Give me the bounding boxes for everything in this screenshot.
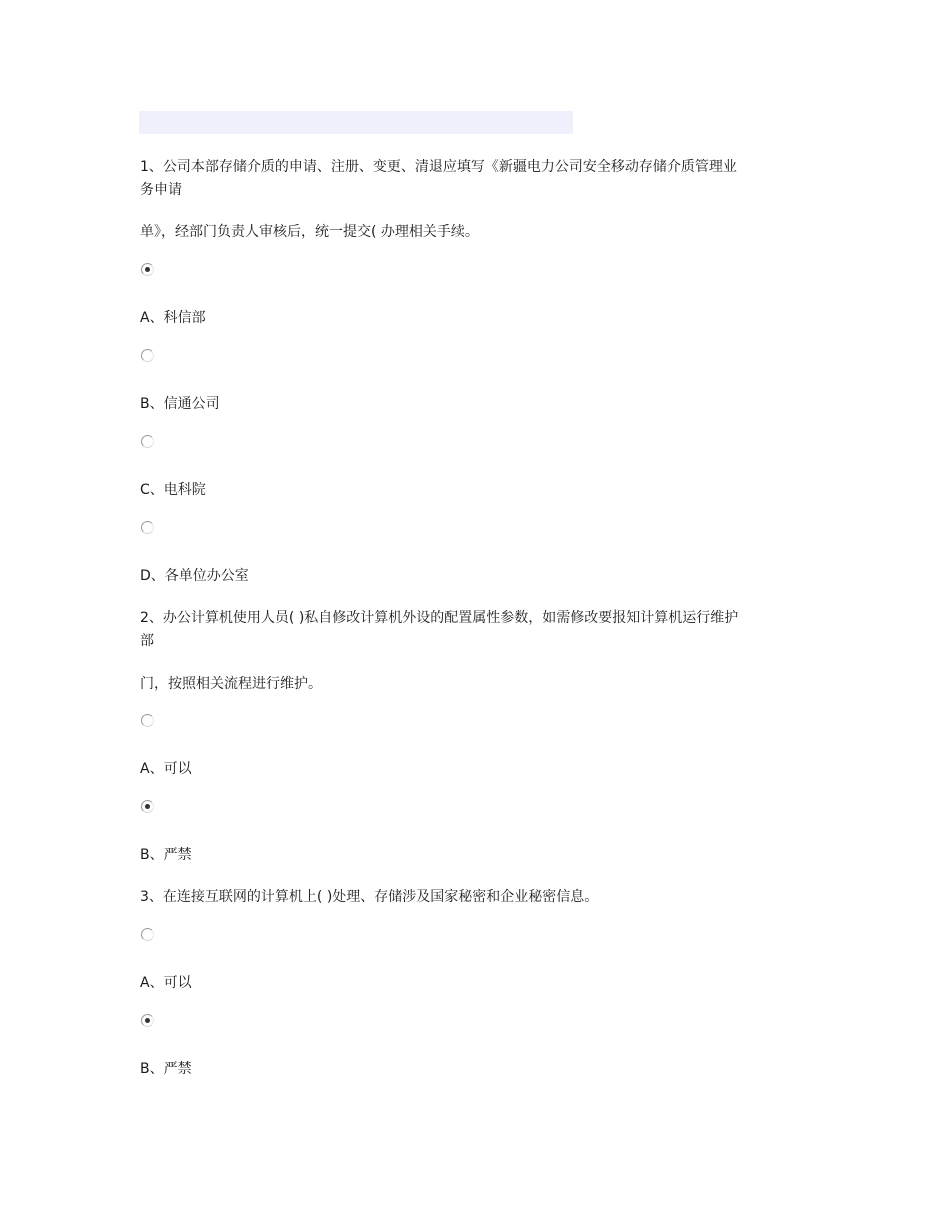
question-1-option-c-radio[interactable] <box>141 435 154 448</box>
question-2-option-b-label: B、严禁 <box>140 847 192 863</box>
question-1-stem-line-2: 务申请 <box>140 182 182 198</box>
question-2-option-a-radio[interactable] <box>141 714 154 727</box>
question-2-option-b-radio[interactable] <box>141 800 154 813</box>
question-2-stem-line-1: 2、办公计算机使用人员( )私自修改计算机外设的配置属性参数，如需修改要报知计算机运行维护 <box>140 610 739 626</box>
question-3-option-b-radio[interactable] <box>141 1014 154 1027</box>
question-1-option-a-label: A、科信部 <box>140 310 206 326</box>
question-2-stem-line-3: 门，按照相关流程进行维护。 <box>140 676 322 692</box>
question-3-option-a-radio[interactable] <box>141 928 154 941</box>
question-1-option-c-label: C、电科院 <box>140 482 206 498</box>
question-2-option-a-label: A、可以 <box>140 761 192 777</box>
question-1-option-a-radio[interactable] <box>141 263 154 276</box>
question-1-stem-line-3: 单》，经部门负责人审核后，统一提交( 办理相关手续。 <box>140 224 479 240</box>
question-1-option-d-label: D、各单位办公室 <box>140 568 249 584</box>
question-3-option-b-label: B、严禁 <box>140 1061 192 1077</box>
question-1-stem-line-1: 1、公司本部存储介质的申请、注册、变更、清退应填写《新疆电力公司安全移动存储介质管理业 <box>140 159 737 175</box>
question-1-option-d-radio[interactable] <box>141 521 154 534</box>
question-1-option-b-label: B、信通公司 <box>140 396 220 412</box>
question-1-option-b-radio[interactable] <box>141 349 154 362</box>
question-3-option-a-label: A、可以 <box>140 975 192 991</box>
question-2-stem-line-2: 部 <box>140 633 154 649</box>
question-3-stem-line-1: 3、在连接互联网的计算机上( )处理、存储涉及国家秘密和企业秘密信息。 <box>140 889 599 905</box>
header-bar <box>139 111 573 134</box>
